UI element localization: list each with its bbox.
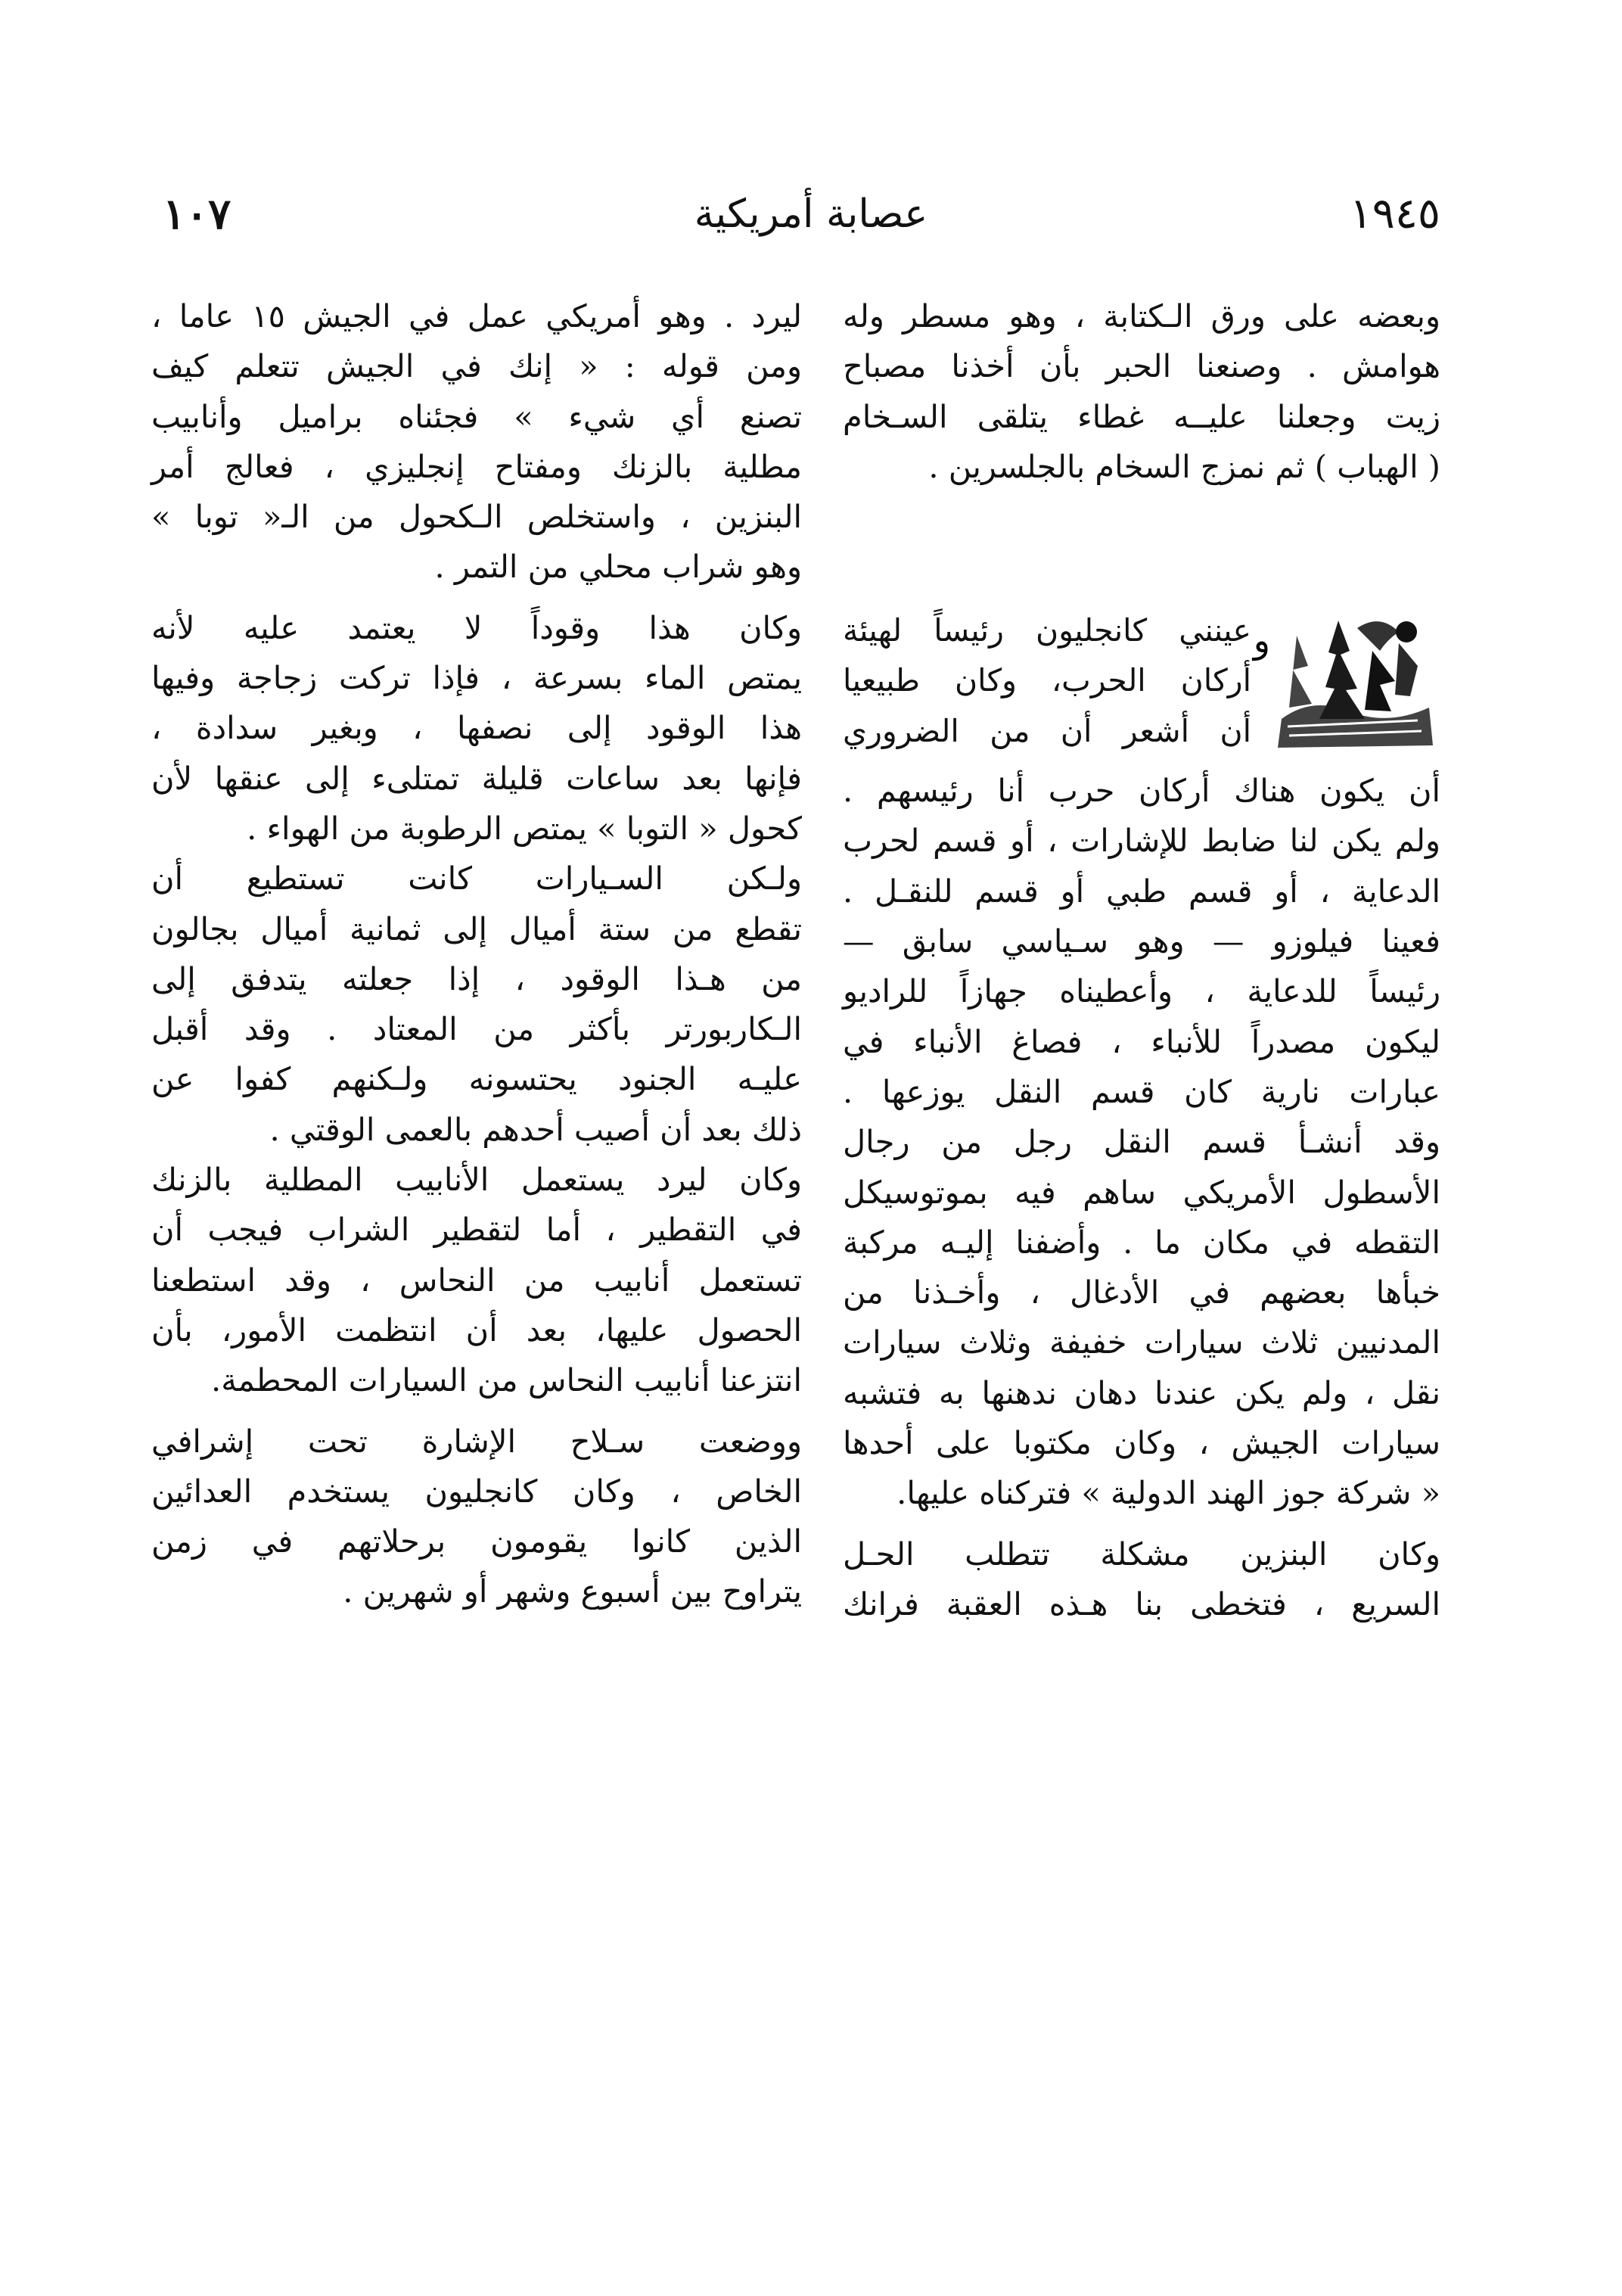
page-number: ١٠٧ — [163, 189, 231, 239]
right-column — [843, 291, 1440, 1629]
text-line: خبأها بعضهم في الأدغال ، وأخـذنا من — [843, 1274, 1440, 1311]
text-line: البنزين ، واستخلص الـكحول من الـ« توبا » — [151, 498, 802, 536]
text-line: كحول « التوبا » يمتص الرطوبة من الهواء . — [247, 809, 802, 847]
text-line: ذلك بعد أن أصيب أحدهم بالعمى الوقتي . — [269, 1110, 802, 1148]
text-line: التقطه في مكان ما . وأضفنا إليـه مركبة — [843, 1223, 1440, 1261]
wrapped-text — [843, 605, 1251, 756]
text-line: السريع ، فتخطى بنا هـذه العقبة فرانك — [843, 1585, 1440, 1622]
text-line: سيارات الجيش ، وكان مكتوبا على أحدها — [843, 1424, 1440, 1462]
text-line: عبارات نارية كان قسم النقل يوزعها . — [843, 1072, 1440, 1110]
text-line: تستعمل أنابيب من النحاس ، وقد استطعنا — [151, 1261, 802, 1299]
text-line: عليـه الجنود يحتسونه ولـكنهم كفوا عن — [151, 1060, 802, 1098]
text-line: الذين كانوا يقومون برحلاتهم في زمن — [151, 1523, 802, 1560]
paragraph — [843, 766, 1440, 1518]
text-line: أن أشعر أن من الضروري — [843, 712, 1251, 749]
text-line: أركان الحرب، وكان طبيعيا — [843, 662, 1251, 699]
text-line: انتزعنا أنابيب النحاس من السيارات المحطمة. — [211, 1361, 802, 1399]
text-line: أن يكون هناك أركان حرب أنا رئيسهم . — [843, 772, 1440, 810]
paragraph — [151, 291, 802, 593]
text-line: وكان البنزين مشكلة تتطلب الحـل — [843, 1535, 1440, 1573]
text-line: الأسطول الأمريكي ساهم فيه بموتوسيكل — [843, 1173, 1440, 1211]
text-line: مطلية بالزنك ومفتاح إنجليزي ، فعالج أمر — [151, 447, 802, 485]
text-line: ( الهباب ) ثم نمزج السخام بالجلسرين . — [928, 447, 1440, 485]
text-line: وكان هذا وقوداً لا يعتمد عليه لأنه — [151, 608, 802, 646]
paragraph — [151, 1417, 802, 1617]
text-line: ولـكن السـيارات كانت تستطيع أن — [151, 860, 802, 898]
paragraph — [151, 603, 802, 854]
text-line: وهو شراب محلي من التمر . — [434, 548, 802, 586]
text-line: ومن قوله : « إنك في الجيش تتعلم كيف — [151, 347, 802, 385]
paragraph — [151, 854, 802, 1155]
text-line: عينني كانجليون رئيساً لهيئة — [843, 612, 1251, 649]
text-line: تقطع من ستة أميال إلى ثمانية أميال بجالون — [151, 910, 802, 947]
svg-text:و: و — [1253, 620, 1270, 661]
text-line: الخاص ، وكان كانجليون يستخدم العدائين — [151, 1472, 802, 1510]
text-line: من هـذا الوقود ، إذا جعلته يتدفق إلى — [151, 960, 802, 997]
text-line: في التقطير ، أما لتقطير الشراب فيجب أن — [151, 1211, 802, 1249]
text-line: ليرد . وهو أمريكي عمل في الجيش ١٥ عاما ، — [151, 297, 802, 334]
paragraph — [151, 1155, 802, 1405]
text-line: « شركة جوز الهند الدولية » فتركناه عليها. — [896, 1474, 1440, 1512]
text-line: زيت وجعلنا عليــه غطاء يتلقى السـخام — [843, 397, 1440, 435]
running-title: عصابة أمريكية — [694, 191, 928, 237]
text-line: الـكاربورتر بأكثر من المعتاد . وقد أقبل — [151, 1010, 802, 1048]
text-line: الدعاية ، أو قسم طبي أو قسم للنقـل . — [843, 872, 1440, 910]
text-line: وكان ليرد يستعمل الأنابيب المطلية بالزنك — [151, 1161, 802, 1199]
text-line: الحصول عليها، بعد أن انتظمت الأمور، بأن — [151, 1311, 802, 1349]
text-line: وقد أنشـأ قسم النقل رجل من رجال — [843, 1123, 1440, 1161]
left-column — [151, 291, 802, 1617]
text-line: فإنها بعد ساعات قليلة تمتلىء إلى عنقها لأن — [151, 759, 802, 797]
illustrated-drop-cap-block — [843, 605, 1440, 766]
text-line: ولم يكن لنا ضابط للإشارات ، أو قسم لحرب — [843, 822, 1440, 860]
text-line: هوامش . وصنعنا الحبر بأن أخذنا مصباح — [843, 347, 1440, 385]
text-line: فعينا فيلوزو — وهو سـياسي سابق — — [843, 922, 1440, 960]
text-line: هذا الوقود إلى نصفها ، وبغير سدادة ، — [151, 709, 802, 747]
text-line: وبعضه على ورق الـكتابة ، وهو مسطر وله — [843, 297, 1440, 334]
text-line: ووضعت سـلاح الإشارة تحت إشرافي — [151, 1422, 802, 1460]
text-line: رئيساً للدعاية ، وأعطيناه جهازاً للراديو — [843, 972, 1440, 1010]
header-year: ١٩٤٥ — [1349, 189, 1440, 238]
text-line: يمتص الماء بسرعة ، فإذا تركت زجاجة وفيها — [151, 659, 802, 697]
text-line: تصنع أي شيء » فجئناه براميل وأنابيب — [151, 397, 802, 435]
paragraph — [843, 1529, 1440, 1630]
text-line: يتراوح بين أسبوع وشهر أو شهرين . — [343, 1573, 802, 1610]
text-line: ليكون مصدراً للأنباء ، فصاغ الأنباء في — [843, 1022, 1440, 1060]
text-line: نقل ، ولم يكن عندنا دهان ندهنها به فتشبه — [843, 1374, 1440, 1411]
paragraph — [843, 291, 1440, 492]
text-line: المدنيين ثلاث سيارات خفيفة وثلاث سيارات — [843, 1324, 1440, 1361]
decorative-drop-cap-illustration-icon — [1253, 605, 1440, 753]
